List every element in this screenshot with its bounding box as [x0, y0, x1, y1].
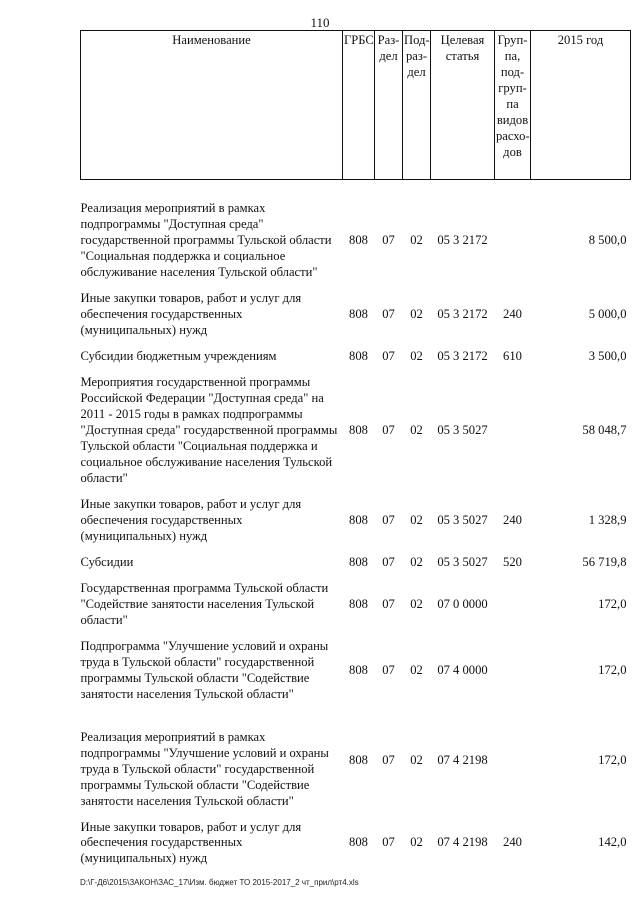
row-razdel: 07 [382, 554, 395, 569]
row-grbs: 808 [349, 512, 368, 527]
table-row [81, 634, 631, 708]
row-podrazdel: 02 [410, 662, 423, 677]
row-razdel: 07 [382, 232, 395, 247]
row-grbs: 808 [349, 306, 368, 321]
row-amount: 8 500,0 [588, 232, 627, 247]
row-amount: 172,0 [598, 596, 627, 611]
row-target: 05 3 5027 [437, 512, 488, 527]
table-row [81, 492, 631, 550]
row-name: Реализация мероприятий в рамках подпрограммы "Улучшение условий и охраны труда в Тульской области" государственной программы Тульской области "Содействие занятости населения Тульской области" [80, 729, 329, 808]
row-target: 07 4 2198 [437, 753, 488, 768]
row-target: 05 3 2172 [437, 232, 488, 247]
table-row [81, 344, 631, 370]
row-group: 240 [503, 306, 522, 321]
row-razdel: 07 [382, 835, 395, 850]
table-header [81, 31, 631, 180]
table-row [81, 708, 631, 815]
row-group [495, 370, 531, 492]
table-row [81, 370, 631, 492]
row-podrazdel: 02 [410, 835, 423, 850]
row-name: Государственная программа Тульской области "Содействие занятости населения Тульской области" [80, 580, 329, 627]
table-row [81, 196, 631, 286]
row-podrazdel: 02 [410, 753, 423, 768]
row-name: Иные закупки товаров, работ и услуг для обеспечения государственных (муниципальных) нужд [80, 496, 302, 543]
row-razdel: 07 [382, 422, 395, 437]
row-target: 07 4 2198 [437, 835, 488, 850]
row-razdel: 07 [382, 753, 395, 768]
table-row [81, 815, 631, 873]
row-group [495, 196, 531, 286]
row-razdel: 07 [382, 512, 395, 527]
row-grbs: 808 [349, 835, 368, 850]
row-amount: 5 000,0 [588, 306, 627, 321]
budget-table-container [80, 30, 630, 872]
row-group [495, 634, 531, 708]
row-target: 05 3 2172 [437, 306, 488, 321]
row-target: 07 0 0000 [437, 596, 488, 611]
row-podrazdel: 02 [410, 348, 423, 363]
row-grbs: 808 [349, 554, 368, 569]
table-row [81, 576, 631, 634]
row-group: 520 [503, 554, 522, 569]
row-podrazdel: 02 [410, 554, 423, 569]
page-number: 110 [310, 15, 330, 30]
row-podrazdel: 02 [410, 306, 423, 321]
row-grbs: 808 [349, 596, 368, 611]
row-amount: 142,0 [598, 835, 627, 850]
row-name: Субсидии [80, 554, 134, 569]
row-group: 240 [503, 512, 522, 527]
row-podrazdel: 02 [410, 232, 423, 247]
header-razdel: Раз- дел [375, 31, 403, 180]
row-group [495, 708, 531, 815]
row-group: 240 [503, 835, 522, 850]
header-group: Груп- па, под- груп- па видов расхо- дов [495, 31, 531, 180]
row-target: 05 3 5027 [437, 422, 488, 437]
row-grbs: 808 [349, 662, 368, 677]
table-row [81, 286, 631, 344]
row-group [495, 576, 531, 634]
row-podrazdel: 02 [410, 512, 423, 527]
row-podrazdel: 02 [410, 596, 423, 611]
row-target: 05 3 2172 [437, 348, 488, 363]
row-amount: 3 500,0 [588, 348, 627, 363]
row-name: Реализация мероприятий в рамках подпрограммы "Доступная среда" государственной программы Тульской области "Социальная поддержка и социальное обслуживание населения Тульской области" [80, 201, 332, 279]
row-name: Иные закупки товаров, работ и услуг для обеспечения государственных (муниципальных) нужд [80, 819, 302, 866]
row-amount: 172,0 [598, 753, 627, 768]
row-amount: 58 048,7 [582, 422, 627, 437]
header-year: 2015 год [531, 31, 631, 180]
row-razdel: 07 [382, 348, 395, 363]
row-amount: 56 719,8 [582, 554, 627, 569]
row-razdel: 07 [382, 662, 395, 677]
budget-table [80, 30, 631, 872]
row-grbs: 808 [349, 422, 368, 437]
row-group: 610 [503, 348, 522, 363]
row-name: Иные закупки товаров, работ и услуг для обеспечения государственных (муниципальных) нужд [80, 290, 302, 337]
header-podrazdel: Под- раз- дел [403, 31, 431, 180]
row-razdel: 07 [382, 306, 395, 321]
row-target: 07 4 0000 [437, 662, 488, 677]
row-name: Мероприятия государственной программы Российской Федерации "Доступная среда" на 2011 - 2015 годы в рамках подпрограммы "Доступная среда" государственной программы Тульской области "Социальная поддержка и социальное обслуживание населения Тульской области" [80, 374, 338, 485]
table-body [81, 180, 631, 873]
row-razdel: 07 [382, 596, 395, 611]
header-target: Целевая статья [431, 31, 495, 180]
row-amount: 172,0 [598, 662, 627, 677]
row-grbs: 808 [349, 753, 368, 768]
row-target: 05 3 5027 [437, 554, 488, 569]
header-name: Наименование [81, 31, 343, 180]
row-name: Субсидии бюджетным учреждениям [80, 348, 277, 363]
row-name: Подпрограмма "Улучшение условий и охраны труда в Тульской области" государственной программы Тульской области "Содействие занятости населения Тульской области" [80, 638, 329, 701]
row-grbs: 808 [349, 232, 368, 247]
table-row [81, 550, 631, 576]
row-grbs: 808 [349, 348, 368, 363]
row-podrazdel: 02 [410, 422, 423, 437]
row-amount: 1 328,9 [588, 512, 627, 527]
header-grbs: ГРБС [343, 31, 375, 180]
file-path-footer: D:\Г-Д6\2015\ЗАКОН\ЗАС_17\Изм. бюджет ТО 2015-2017_2 чт_прил\рт4.xls [80, 878, 359, 887]
